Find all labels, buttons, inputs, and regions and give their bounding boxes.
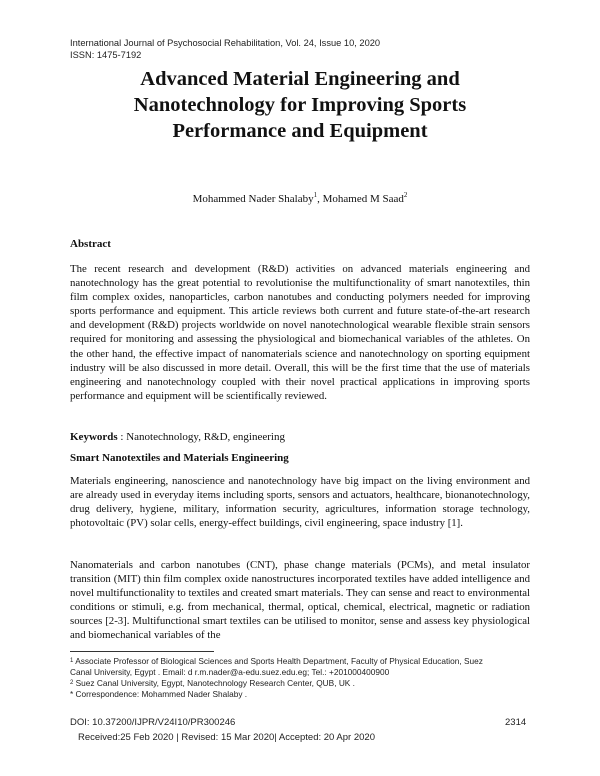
author-name: Mohammed Nader Shalaby	[192, 193, 314, 205]
page-number: 2314	[505, 717, 527, 728]
abstract-text: The recent research and development (R&D) activities on advanced materials engineering and nanotechnology has the great potential to revolutionise the multifunctionality of smart nanotextiles, thin film complex oxides, nanoparticles, carbon nanotubes and conducting polymers needed for improving sports performance and equipment. This article reviews both current and future state-of-the-art research and development (R&D) projects worldwide on novel nanotechnological wearable flexible strain sensors required for monitoring and assessing the physiological and biomechanical variables of the athletes. On the other hand, the effective impact of nanomaterials science and nanotechnology on sporting equipment industry will be also discussed in more detail. Overall, this will be the first time that the use of materials engineering and nanotechnology coupled with their novel practical applications in improving sports performance and equipment will be scientifically reviewed.	[70, 263, 530, 402]
keywords-label: Keywords	[70, 431, 118, 443]
footnote-1-line-1: $^1$ Associate Professor of Biological Sciences and Sports Health Department, Faculty of Physical Education, Suez	[70, 656, 483, 666]
keywords-text: : Nanotechnology, R&D, engineering	[117, 431, 285, 443]
author-affiliation-marker: 2	[403, 191, 408, 199]
journal-issn: ISSN: 1475-7192	[70, 50, 142, 60]
submission-dates: Received:25 Feb 2020 | Revised: 15 Mar 2020| Accepted: 20 Apr 2020	[78, 732, 375, 743]
author-affiliation-marker: 1	[313, 191, 318, 199]
doi-text: DOI: 10.37200/IJPR/V24I10/PR300246	[70, 717, 236, 728]
footnote-divider	[70, 651, 214, 652]
body-paragraph: Materials engineering, nanoscience and nanotechnology have big impact on the living environment and are already used in everyday items including sports, sensors and actuators, healthcare, bionanotechnology, drug delivery, hygiene, military, information security, agricultures, information storage technology, photovoltaic (PV) solar cells, energy-effect buildings, civil engineering, space industry [1].	[70, 475, 530, 530]
footnote-marker: 2	[70, 680, 74, 687]
correspondence-note: * Correspondence: Mohammed Nader Shalaby .	[70, 689, 248, 700]
keywords-line	[70, 431, 285, 443]
title-line-3: Performance and Equipment	[172, 120, 428, 142]
footnote-marker: 1	[70, 658, 74, 664]
journal-header	[70, 37, 380, 61]
footnotes	[70, 656, 540, 700]
abstract-heading: Abstract	[70, 238, 111, 250]
author-name: Mohamed M Saad	[322, 193, 404, 205]
author-list	[60, 193, 540, 205]
journal-citation: International Journal of Psychosocial Rehabilitation, Vol. 24, Issue 10, 2020	[70, 38, 381, 48]
footnote-1-line-2: Canal University, Egypt . Email: d r.m.nader@a-edu.suez.edu.eg; Tel.: +201000400900	[70, 667, 390, 678]
author-separator: ,	[317, 193, 323, 205]
footnote-2: $^2$ Suez Canal University, Egypt, Nanotechnology Research Center, QUB, UK .	[70, 678, 355, 689]
section-heading: Smart Nanotextiles and Materials Engineering	[70, 452, 289, 464]
paper-title	[60, 66, 540, 144]
body-paragraph: Nanomaterials and carbon nanotubes (CNT), phase change materials (PCMs), and metal insulator transition (MIT) thin film complex oxide nanostructures incorporated textiles have added intelligence and novel multifunctionality to textiles and created smart materials. They can sense and react to environmental conditions or stimuli, e.g. from mechanical, thermal, optical, chemical, electrical, magnetic or radiation sources [2-3]. Multifunctional smart textiles can be utilised to monitor, sense and assess key physiological and biomechanical variables of the	[70, 559, 531, 642]
title-line-2: Nanotechnology for Improving Sports	[133, 94, 467, 116]
title-line-1: Advanced Material Engineering and	[140, 68, 460, 90]
